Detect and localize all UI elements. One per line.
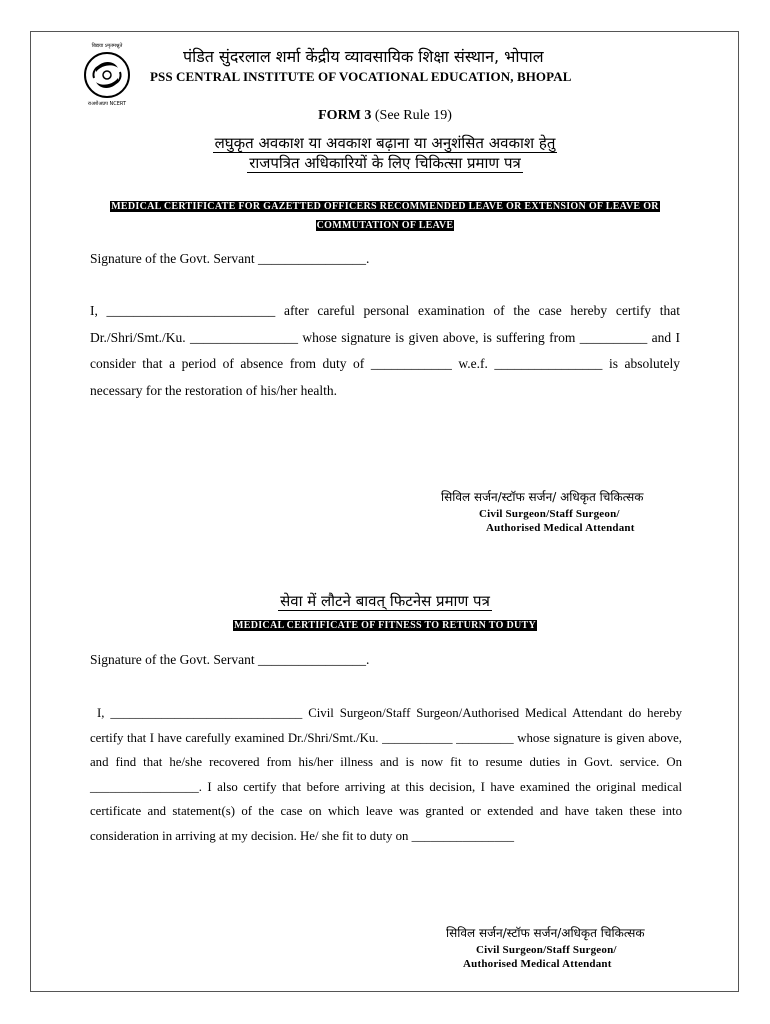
section1-signatory-line2: Authorised Medical Attendant [486,522,635,534]
section1-english-heading: MEDICAL CERTIFICATE FOR GAZETTED OFFICERS RECOMMENDED LEAVE OR EXTENSION OF LEAVE OR COMMUTATION OF LEAVE [111,201,659,231]
ncert-emblem-icon [82,50,132,100]
institute-name-hindi: पंडित सुंदरलाल शर्मा केंद्रीय व्यावसायिक शिक्षा संस्थान, भोपाल [183,47,544,66]
section2-signatory-line2: Authorised Medical Attendant [463,958,612,970]
institute-name-english: PSS CENTRAL INSTITUTE OF VOCATIONAL EDUCATION, BHOPAL [150,69,572,84]
section2-signatory-hindi: सिविल सर्जन/स्टॉफ सर्जन/अधिकृत चिकित्सक [446,926,645,940]
section2-certificate-paragraph: I, ______________________________ Civil Surgeon/Staff Surgeon/Authorised Medical Attendant do hereby certify that I have carefully examined Dr./Shri/Smt./Ku. ___________ _________ whose signature is given above, and find that he/she recovered from his/her illness and is now fit to resume duties in Govt. service. On _________________. I also certify that before arriving at this decision, I have examined the original medical certificate and statement(s) of the case on which leave was granted or extended and have taken these into consideration in arriving at my decision. He/ she fit to duty on ________________ [90,706,682,843]
form-number-line [0,108,770,124]
section2-english-heading: MEDICAL CERTIFICATE OF FITNESS TO RETURN TO DUTY [234,620,536,631]
section1-signature-line: Signature of the Govt. Servant ________________. [90,251,370,266]
section2-signatory-line1: Civil Surgeon/Staff Surgeon/ [476,944,617,956]
section1-certificate-paragraph: I, _________________________ after careful personal examination of the case hereby certify that Dr./Shri/Smt./Ku. ________________ whose signature is given above, is suffering from __________ and I consider that a period of absence from duty of ____________ w.e.f. ________________ is absolutely necessary for the restoration of his/her health. [90,303,680,398]
form-rule: (See Rule 19) [371,108,452,123]
logo-caption: राअशैअप्रप NCERT [87,101,127,107]
section2-hindi-heading: सेवा में लौटने बावत् फिटनेस प्रमाण पत्र [280,592,490,610]
section1-signatory-hindi: सिविल सर्जन/स्टॉफ सर्जन/ अधिकृत चिकित्सक [441,490,644,504]
section2-signature-line: Signature of the Govt. Servant ________________. [90,652,370,667]
section1-signatory-line1: Civil Surgeon/Staff Surgeon/ [479,508,620,520]
logo-motto: बिद्यया ऽमृतमश्नुते [91,43,123,49]
section1-hindi-heading-2: राजपत्रित अधिकारियों के लिए चिकित्सा प्रमाण पत्र [249,154,521,172]
ncert-logo [80,43,134,115]
form-label: FORM 3 [318,108,372,123]
section1-hindi-heading-1: लघुकृत अवकाश या अवकाश बढ़ाना या अनुशंसित अवकाश हेतु [214,134,556,152]
